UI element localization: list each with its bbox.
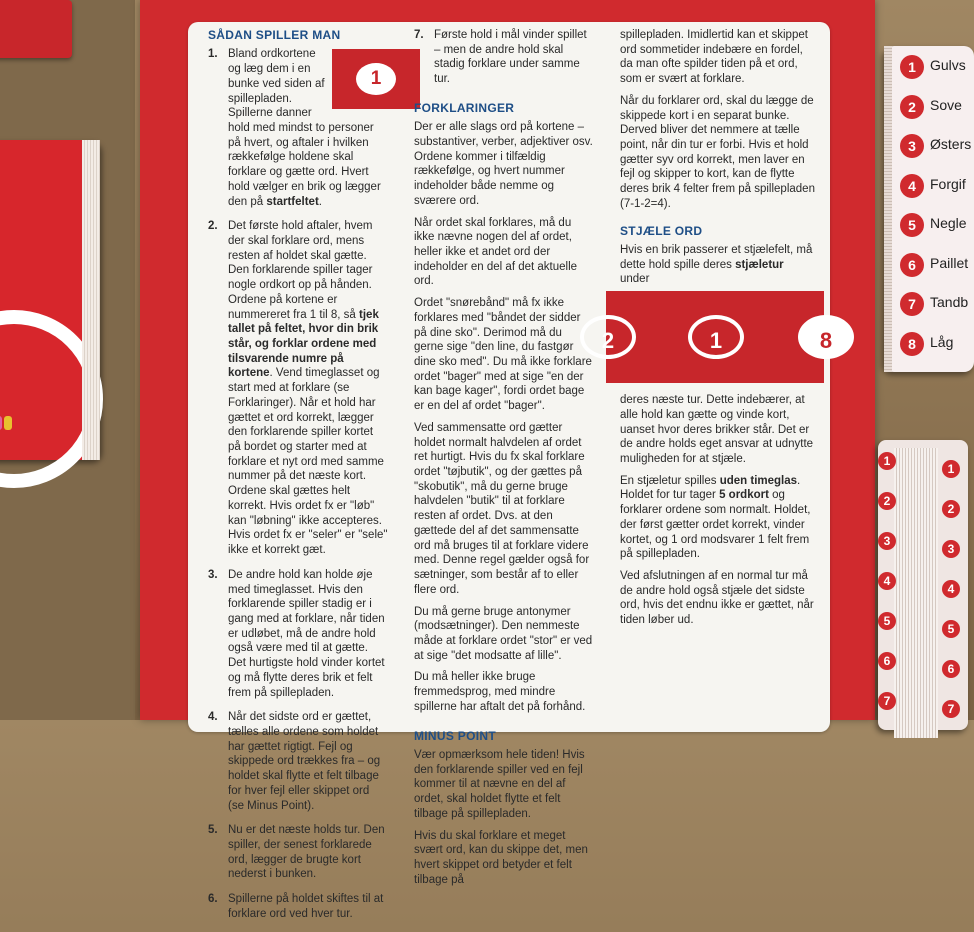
rules-column-2 (414, 22, 594, 894)
number-circle-icon: 8 (900, 332, 924, 356)
word-row: 1 Gulvs (884, 46, 974, 86)
number-circle-icon: 7 (900, 292, 924, 316)
card-deck-left (0, 140, 100, 460)
speech-bubble-icon: 1 (356, 63, 396, 95)
number-circle-icon: 4 (900, 174, 924, 198)
deck-edge (82, 140, 100, 460)
paragraph: Ved afslutningen af en normal tur må de andre hold også stjæle det sidste ord, hvis det endnu ikke er gættet, når tiden løber ud. (620, 570, 814, 627)
word-row: 7 Tandb (884, 283, 974, 323)
number-circle-icon: 3 (942, 540, 960, 558)
paragraph: spillepladen. Imidlertid kan et skippet ord sommetider indebære en fordel, da man ofte spilder tiden på et ord, som er svært at forklare. (620, 29, 808, 86)
paragraph: Vær opmærksom hele tiden! Hvis den forklarende spiller ved en fejl kommer til at nævne en del af ordet, skal holdet flytte et felt tilbage på spillepladen. (414, 748, 585, 820)
step-item: 3. De andre hold kan holde øje med timeglasset. Hvis den forklarende spiller stadig er i gang med at forklare, når tiden er udløbet, må de andre hold også være med til at gætte. Det hurtigste hold vinder kortet og må flytte deres brik et felt frem på spillepladen. (208, 568, 385, 699)
number-circle-icon: 2 (942, 500, 960, 518)
track-field-bubble: 1 (688, 315, 744, 359)
number-circle-icon: 6 (878, 652, 896, 670)
step-item: 4. Når det sidste ord er gættet, tælles alle ordene som holdet har gættet rigtigt. Fejl og skippede ord trækkes fra – og holdet skal flytte et felt tilbage for hver fejl eller skippet ord (se Minus Point). (208, 711, 381, 812)
paragraph: deres næste tur. Dette indebærer, at alle hold kan gætte og vinde kort, uanset hvor deres brikker står. Det er de andre holds eget ansvar at udnytte muligheden for at stjæle. (620, 394, 814, 466)
paragraph: Når ordet skal forklares, må du ikke nævne nogen del af ordet, heller ikke et andet ord der indeholder en del af det aktuelle ord. (414, 216, 578, 288)
number-circle-icon: 5 (878, 612, 896, 630)
paragraph: Ved sammensatte ord gætter holdet normalt halvdelen af ordet ret hurtigt. Hvis du fx skal forklare ordet "tøjbutik", og der gættes på "skobutik", må du gerne bruge halvdelen "butik" til at forklare resten af ordet. Dvs. at den gættede del af det sammensatte ord må bruges til at forklare videre med. Denne regel gælder også for sætninger, som består af to eller flere ord. (414, 421, 590, 596)
step-item: 1. 1 Bland ordkortene og læg dem i en bunke ved siden af spillepladen. Spillerne danner hold med mindst to personer på hvert, og aftaler i hvilken rækkefølge holdene skal forklare og gætte ord. Hvert hold vælger en brik og lægger den på startfeltet. (208, 47, 388, 209)
number-circle-icon: 1 (900, 55, 924, 79)
number-circle-icon: 2 (878, 492, 896, 510)
rules-column-3 (601, 22, 833, 635)
paragraph: Hvis du skal forklare et meget svært ord, kan du skippe det, men hvert skippet ord betyder et felt tilbage på (414, 829, 588, 886)
number-circle-icon: 7 (942, 700, 960, 718)
game-box-corner (0, 0, 72, 58)
number-circle-icon: 3 (878, 532, 896, 550)
number-circle-icon: 6 (942, 660, 960, 678)
track-field-bubble: 2 (580, 315, 636, 359)
step-item: 5. Nu er det næste holds tur. Den spiller, der senest forklarede ord, lægger de brugte kort nederst i bunken. (208, 824, 385, 881)
step-item: 6. Spillerne på holdet skiftes til at forklare ord ved hver tur. (208, 893, 384, 920)
heading-minus-point: MINUS POINT (414, 728, 496, 743)
paragraph: Du må gerne bruge antonymer (modsætninger). Den nemmeste måde at forklare ordet "stor" er ved at sige "det modsatte af lille". (414, 605, 593, 662)
step-item: 2. Det første hold aftaler, hvem der skal forklare ord, mens resten af holdet skal gætte. Den forklarende spiller tager nogle ordkort op på hånden. Ordene på kortene er nummereret fra 1 til 8, så tjek tallet på feltet, hvor din brik står, og forklar ordene med tilsvarende numre på kortene. Vend timeglasset og start med at forklare (se Forklaringer). Når et hold har gættet et ord korrekt, lægger den forklarende spiller kortet på bordet og starter med at forklare et nyt ord med samme nummer på det næste kort. Ordene skal gættes helt korrekt. Hvis ordet fx er "løb" kan "løbning" ikke accepteres. Hvis ordet fx er "seler" er "sele" ikke et korrekt gæt. (208, 220, 388, 557)
board-track-illustration (601, 291, 833, 383)
number-circle-icon: 6 (900, 253, 924, 277)
word-row: 8 Låg (884, 323, 974, 363)
heading-stjaele-ord: STJÆLE ORD (620, 223, 703, 238)
number-circle-icon: 4 (942, 580, 960, 598)
paragraph: Ordet "snørebånd" må fx ikke forklares med "båndet der sidder på dine sko". Derimod må du gerne sige "den line, du fastgør dine sko med". Du må ikke forklare ordet "bager" med at sige "en der kan bage kager", fordi ordet bage er en del af ordet "bager". (414, 297, 592, 413)
number-circle-icon: 1 (878, 452, 896, 470)
paragraph: Hvis en brik passerer et stjælefelt, må dette hold spille deres stjæletur under (620, 243, 813, 286)
word-row: 4 Forgif (884, 165, 974, 205)
number-circle-icon: 3 (900, 134, 924, 158)
pawn-figures-icon (0, 416, 14, 436)
heading-forklaringer: FORKLARINGER (414, 100, 515, 115)
paragraph: En stjæletur spilles uden timeglas. Holdet for tur tager 5 ordkort og forklarer ordene som normalt. Holdet, der først gætter ordet korrekt, vinder kortet, og 1 ord modsvarer 1 felt frem på spillepladen. (620, 474, 811, 561)
paragraph: Når du forklarer ord, skal du lægge de skippede kort i en separat bunke. Derved bliver det nemmere at tælle point, når din tur er forbi. Hvis et hold gætter syv ord korrekt, men laver en fejl og skipper to kort, kan de flytte deres brik 4 felter frem på spillepladen (7-1-2=4). (620, 94, 815, 210)
heading-saadan-spiller-man: SÅDAN SPILLER MAN (208, 28, 341, 42)
step-item: 7. Første hold i mål vinder spillet – men de andre hold skal stadig forklare under samme tur. (414, 29, 587, 86)
word-row: 5 Negle (884, 204, 974, 244)
number-circle-icon: 5 (942, 620, 960, 638)
word-row: 3 Østers (884, 125, 974, 165)
number-circle-icon: 5 (900, 213, 924, 237)
deck-edge (894, 448, 938, 738)
word-card-top (884, 46, 974, 372)
number-circle-icon: 7 (878, 692, 896, 710)
track-field-bubble: 8 (798, 315, 854, 359)
paragraph: Der er alle slags ord på kortene – substantiver, verber, adjektiver osv. Ordene kommer i tilfældig rækkefølge, og hvert nummer indeholder både nemme og sværere ord. (414, 121, 593, 207)
word-card-deck-bottom (878, 440, 968, 730)
rules-column-1 (208, 22, 388, 932)
rules-sheet (188, 22, 833, 920)
paragraph: Du må heller ikke bruge fremmedsprog, med mindre spillerne har aftalt det på forhånd. (414, 671, 586, 713)
word-row: 2 Sove (884, 86, 974, 126)
number-circle-icon: 1 (942, 460, 960, 478)
word-row: 6 Paillet (884, 244, 974, 284)
steps-list (208, 47, 388, 921)
number-circle-icon: 4 (878, 572, 896, 590)
steps-list-cont (414, 28, 594, 87)
number-circle-icon: 2 (900, 95, 924, 119)
start-field-illustration (332, 49, 420, 109)
